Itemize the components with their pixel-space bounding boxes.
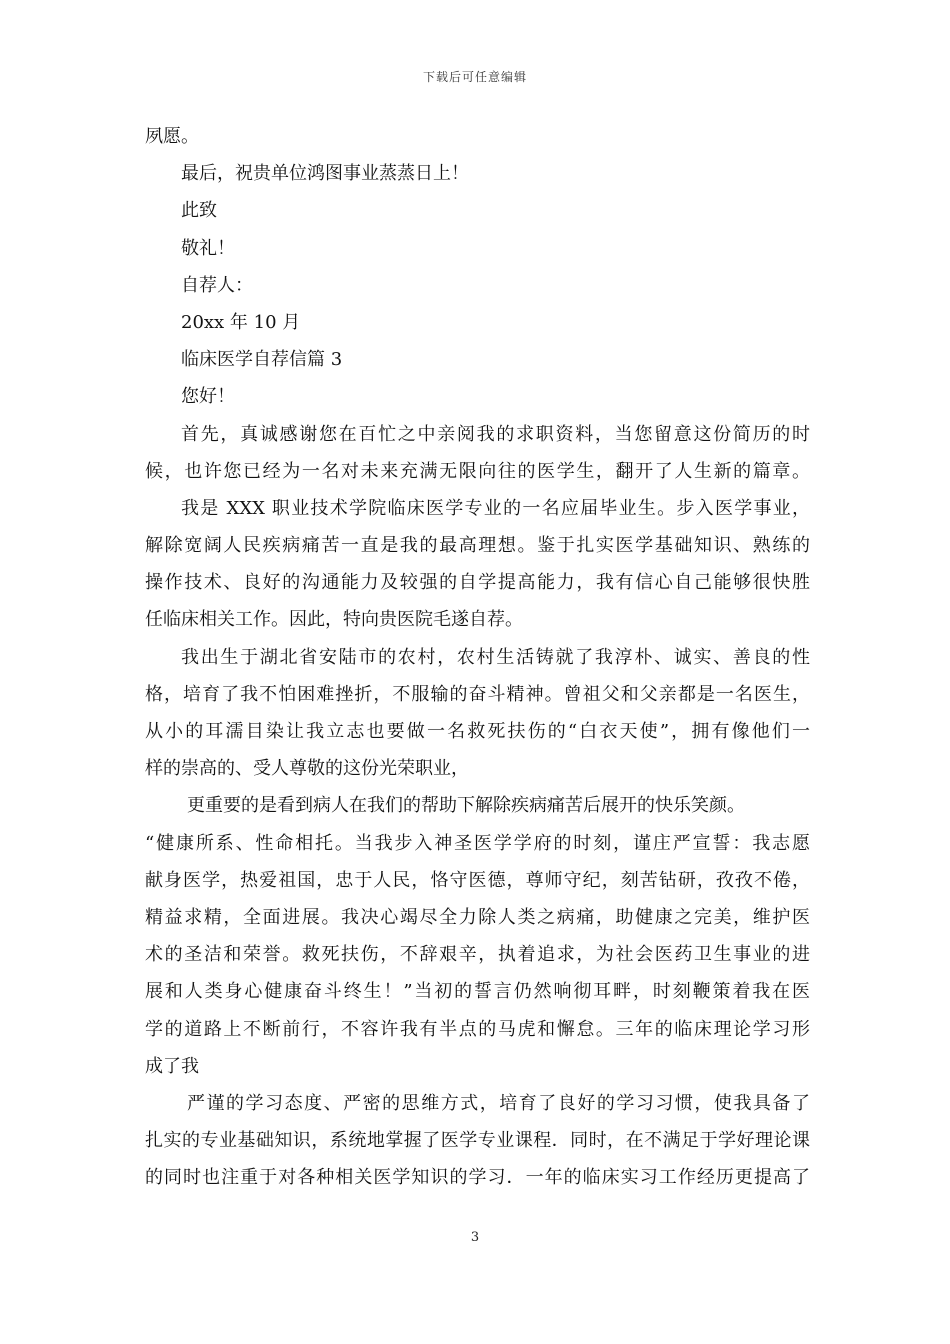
- text-line: 候，也许您已经为一名对未来充满无限向往的医学生，翻开了人生新的篇章。: [145, 460, 810, 482]
- text-line: 临床医学自荐信篇 3: [181, 349, 343, 371]
- document-body: [145, 118, 810, 1196]
- text-line: 您好！: [181, 386, 235, 408]
- text-line: 20xx 年 10 月: [181, 311, 301, 333]
- text-line: 此致: [181, 200, 217, 222]
- text-line: 学的道路上不断前行，不容许我有半点的马虎和懈怠。三年的临床理论学习形: [145, 1018, 810, 1040]
- text-line: 献身医学，热爱祖国，忠于人民，恪守医德，尊师守纪，刻苦钻研，孜孜不倦，: [145, 869, 810, 891]
- text-line: 任临床相关工作。因此，特向贵医院毛遂自荐。: [145, 609, 523, 631]
- text-line: 解除宽阔人民疾病痛苦一直是我的最高理想。鉴于扎实医学基础知识、熟练的: [145, 535, 810, 557]
- text-line: 格，培育了我不怕困难挫折，不服输的奋斗精神。曾祖父和父亲都是一名医生，: [145, 683, 810, 705]
- page-number: 3: [470, 1230, 480, 1245]
- text-line: 首先，真诚感谢您在百忙之中亲阅我的求职资料，当您留意这份简历的时: [181, 423, 810, 445]
- text-line: 自荐人：: [181, 274, 253, 296]
- text-line: 扎实的专业基础知识，系统地掌握了医学专业课程．同时，在不满足于学好理论课: [145, 1130, 810, 1152]
- text-line: 夙愿。: [145, 126, 199, 147]
- text-line: 样的崇高的、受人尊敬的这份光荣职业，: [145, 758, 469, 780]
- text-line: 更重要的是看到病人在我们的帮助下解除疾病痛苦后展开的快乐笑颜。: [187, 795, 745, 817]
- text-line: 我是 XXX 职业技术学院临床医学专业的一名应届毕业生。步入医学事业，: [181, 497, 810, 519]
- text-line: “健康所系、性命相托。当我步入神圣医学学府的时刻，谨庄严宣誓：我志愿: [145, 832, 810, 854]
- text-line: 敬礼！: [181, 237, 235, 259]
- text-line: 从小的耳濡目染让我立志也要做一名救死扶伤的“白衣天使”，拥有像他们一: [145, 721, 810, 742]
- text-line: 术的圣洁和荣誉。救死扶伤，不辞艰辛，执着追求，为社会医药卫生事业的进: [145, 944, 810, 966]
- text-line: 精益求精，全面进展。我决心竭尽全力除人类之病痛，助健康之完美，维护医: [145, 906, 810, 928]
- text-line: 我出生于湖北省安陆市的农村，农村生活铸就了我淳朴、诚实、善良的性: [181, 646, 810, 668]
- text-line: 的同时也注重于对各种相关医学知识的学习．一年的临床实习工作经历更提高了: [145, 1167, 810, 1189]
- text-line: 展和人类身心健康奋斗终生！”当初的誓言仍然响彻耳畔，时刻鞭策着我在医: [145, 981, 810, 1003]
- text-line: 成了我: [145, 1055, 199, 1077]
- text-line: 操作技术、良好的沟通能力及较强的自学提高能力，我有信心自己能够很快胜: [145, 572, 810, 594]
- text-line: 严谨的学习态度、严密的思维方式，培育了良好的学习习惯，使我具备了: [187, 1092, 810, 1114]
- text-line: 最后，祝贵单位鸿图事业蒸蒸日上！: [181, 163, 469, 185]
- header-note: 下载后可任意编辑: [422, 70, 527, 84]
